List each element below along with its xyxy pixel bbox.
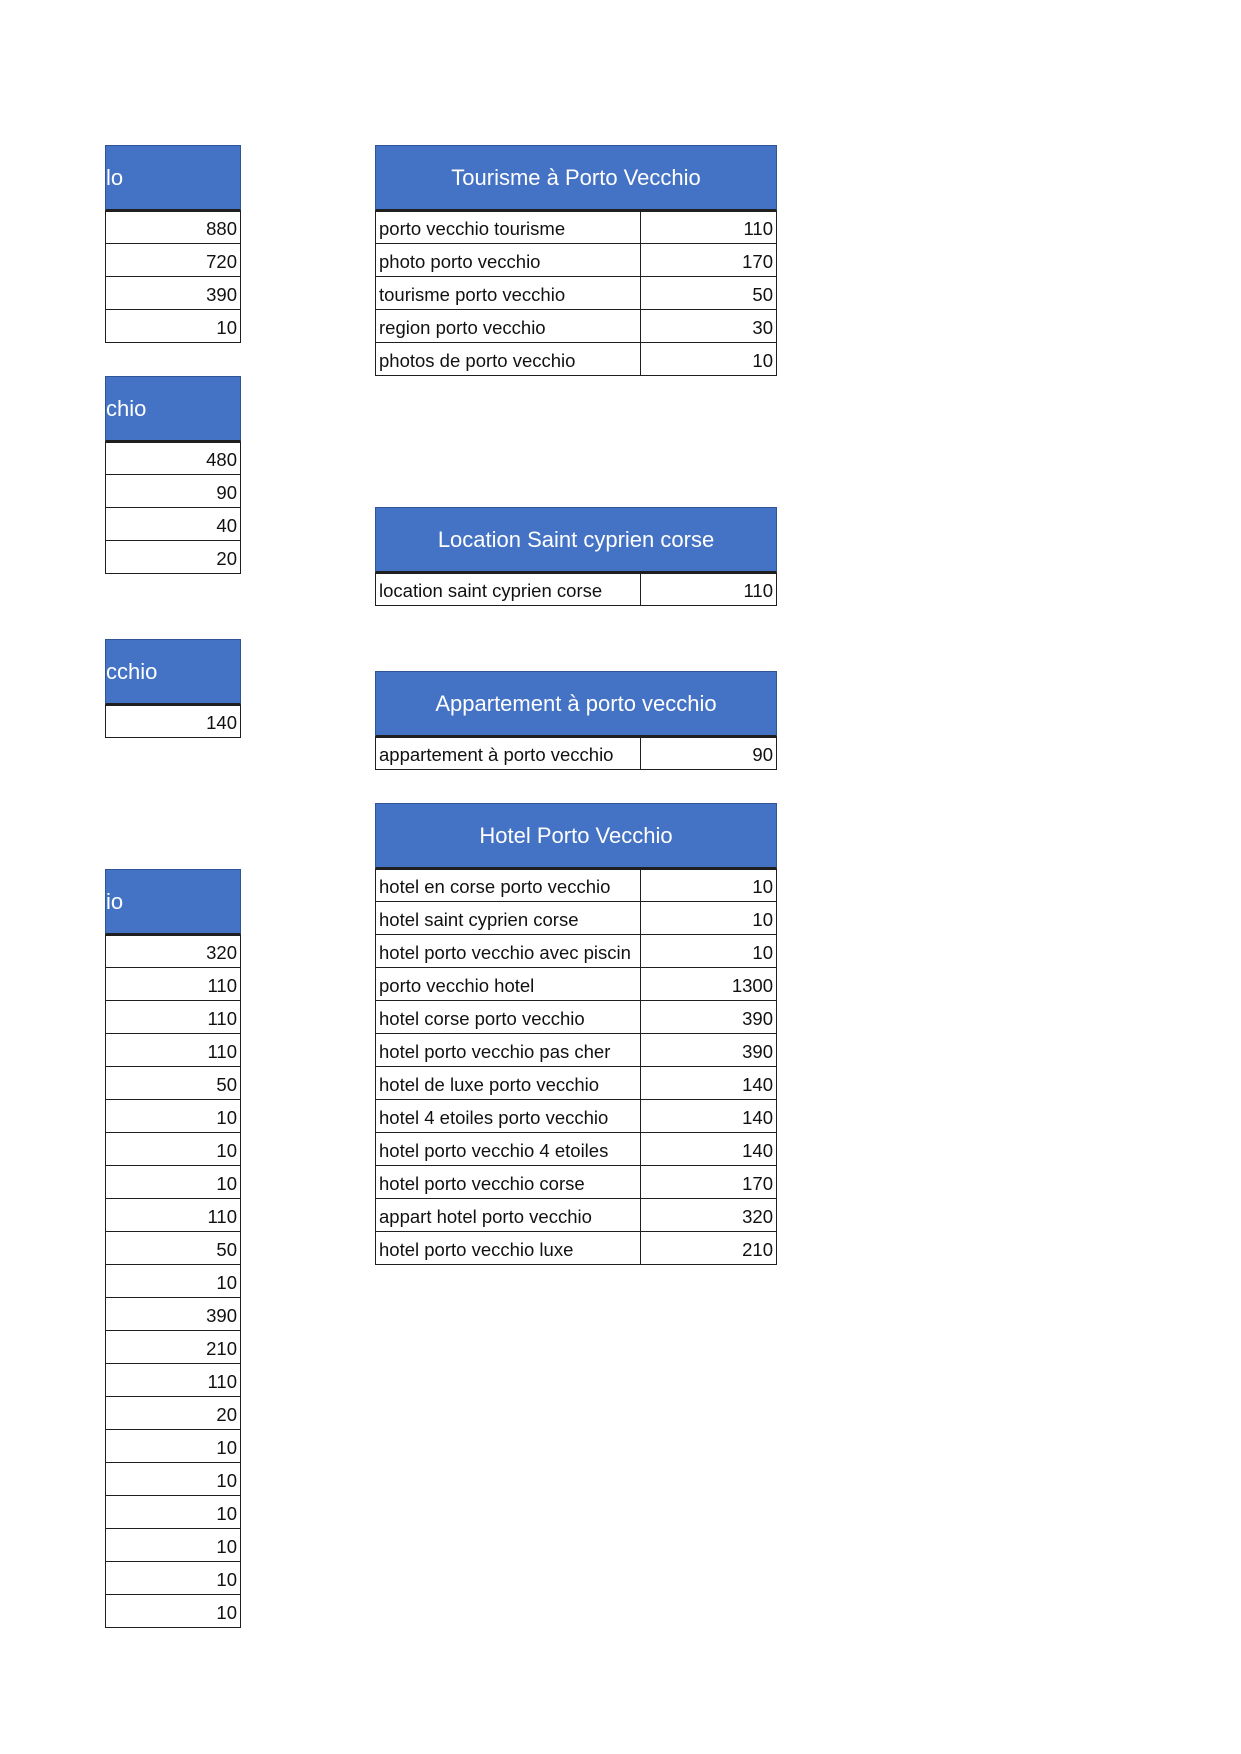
- table-row: [105, 1496, 241, 1529]
- volume-cell: 320: [105, 935, 241, 968]
- keyword-cell: hotel porto vecchio luxe: [375, 1232, 641, 1265]
- volume-cell: 20: [105, 541, 241, 574]
- volume-cell: 140: [641, 1133, 777, 1166]
- volume-cell: 110: [105, 1199, 241, 1232]
- table-row: [105, 1364, 241, 1397]
- volume-cell: 40: [105, 508, 241, 541]
- volume-cell: 110: [641, 573, 777, 606]
- table-row: [105, 1166, 241, 1199]
- keyword-cell: hotel en corse porto vecchio: [375, 869, 641, 902]
- table-row: [105, 1397, 241, 1430]
- volume-cell: 10: [105, 1265, 241, 1298]
- keyword-cell: photo porto vecchio: [375, 244, 641, 277]
- table-row: [105, 1100, 241, 1133]
- table-row: [375, 310, 777, 343]
- keyword-cell: tourisme porto vecchio: [375, 277, 641, 310]
- table-row: [105, 968, 241, 1001]
- keyword-cell: hotel de luxe porto vecchio: [375, 1067, 641, 1100]
- table-row: [105, 705, 241, 738]
- hotel-table: [375, 803, 777, 1265]
- table-row: [105, 1133, 241, 1166]
- volume-cell: 110: [105, 1001, 241, 1034]
- table-row: [375, 343, 777, 376]
- table-row: [105, 1463, 241, 1496]
- volume-cell: 110: [105, 968, 241, 1001]
- table-row: [105, 1034, 241, 1067]
- table-row: [105, 1298, 241, 1331]
- volume-cell: 30: [641, 310, 777, 343]
- volume-cell: 140: [641, 1100, 777, 1133]
- left-table-1: [105, 145, 241, 343]
- table-title: Location Saint cyprien corse: [437, 526, 715, 552]
- table-header: [105, 869, 241, 935]
- volume-cell: 320: [641, 1199, 777, 1232]
- volume-cell: 90: [105, 475, 241, 508]
- volume-cell: 720: [105, 244, 241, 277]
- volume-cell: 10: [105, 1562, 241, 1595]
- volume-cell: 170: [641, 1166, 777, 1199]
- volume-cell: 880: [105, 211, 241, 244]
- keyword-cell: hotel porto vecchio avec piscin: [375, 935, 641, 968]
- volume-cell: 10: [105, 1166, 241, 1199]
- volume-cell: 10: [105, 1463, 241, 1496]
- volume-cell: 140: [641, 1067, 777, 1100]
- table-row: [375, 869, 777, 902]
- table-title: lo: [106, 164, 124, 190]
- table-title: chio: [106, 395, 147, 421]
- volume-cell: 10: [641, 343, 777, 376]
- keyword-cell: region porto vecchio: [375, 310, 641, 343]
- table-header: [375, 803, 777, 869]
- table-row: [375, 573, 777, 606]
- volume-cell: 10: [105, 1595, 241, 1628]
- left-table-2: [105, 376, 241, 574]
- keyword-cell: hotel corse porto vecchio: [375, 1001, 641, 1034]
- table-row: [375, 737, 777, 770]
- table-row: [375, 1133, 777, 1166]
- keyword-cell: location saint cyprien corse: [375, 573, 641, 606]
- table-row: [375, 902, 777, 935]
- volume-cell: 20: [105, 1397, 241, 1430]
- table-header: [375, 507, 777, 573]
- table-row: [105, 475, 241, 508]
- volume-cell: 140: [105, 705, 241, 738]
- table-title: Hotel Porto Vecchio: [479, 822, 673, 848]
- volume-cell: 10: [105, 1133, 241, 1166]
- volume-cell: 1300: [641, 968, 777, 1001]
- left-table-4: [105, 869, 241, 1628]
- volume-cell: 390: [105, 277, 241, 310]
- table-row: [105, 1067, 241, 1100]
- table-row: [105, 1430, 241, 1463]
- table-header: [375, 145, 777, 211]
- location-table: [375, 507, 777, 606]
- keyword-cell: appart hotel porto vecchio: [375, 1199, 641, 1232]
- table-row: [375, 935, 777, 968]
- volume-cell: 10: [641, 935, 777, 968]
- table-row: [375, 277, 777, 310]
- volume-cell: 10: [641, 869, 777, 902]
- volume-cell: 10: [105, 1100, 241, 1133]
- volume-cell: 90: [641, 737, 777, 770]
- volume-cell: 10: [105, 1430, 241, 1463]
- table-row: [105, 541, 241, 574]
- table-row: [375, 1166, 777, 1199]
- table-row: [375, 1100, 777, 1133]
- table-row: [105, 310, 241, 343]
- volume-cell: 110: [641, 211, 777, 244]
- volume-cell: 10: [105, 1496, 241, 1529]
- table-row: [105, 1199, 241, 1232]
- table-row: [105, 1595, 241, 1628]
- volume-cell: 50: [641, 277, 777, 310]
- volume-cell: 50: [105, 1067, 241, 1100]
- table-row: [375, 1067, 777, 1100]
- table-row: [105, 1265, 241, 1298]
- keyword-cell: porto vecchio tourisme: [375, 211, 641, 244]
- table-row: [105, 244, 241, 277]
- table-row: [105, 1562, 241, 1595]
- table-row: [105, 442, 241, 475]
- volume-cell: 390: [641, 1034, 777, 1067]
- table-header: [375, 671, 777, 737]
- table-row: [105, 211, 241, 244]
- volume-cell: 480: [105, 442, 241, 475]
- volume-cell: 10: [641, 902, 777, 935]
- table-row: [375, 1034, 777, 1067]
- table-row: [375, 1199, 777, 1232]
- table-row: [375, 211, 777, 244]
- keyword-cell: hotel porto vecchio pas cher: [375, 1034, 641, 1067]
- table-header: [105, 376, 241, 442]
- table-row: [375, 1232, 777, 1265]
- volume-cell: 50: [105, 1232, 241, 1265]
- table-row: [375, 1001, 777, 1034]
- volume-cell: 10: [105, 310, 241, 343]
- table-title: cchio: [106, 658, 158, 684]
- table-header: [105, 145, 241, 211]
- volume-cell: 390: [105, 1298, 241, 1331]
- table-row: [105, 1331, 241, 1364]
- table-row: [105, 935, 241, 968]
- table-title: Appartement à porto vecchio: [435, 690, 717, 716]
- volume-cell: 210: [105, 1331, 241, 1364]
- volume-cell: 170: [641, 244, 777, 277]
- table-row: [105, 277, 241, 310]
- table-title: io: [106, 888, 124, 914]
- table-row: [375, 244, 777, 277]
- volume-cell: 10: [105, 1529, 241, 1562]
- keyword-cell: photos de porto vecchio: [375, 343, 641, 376]
- keyword-cell: appartement à porto vecchio: [375, 737, 641, 770]
- left-table-3: [105, 639, 241, 738]
- table-header: [105, 639, 241, 705]
- table-row: [375, 968, 777, 1001]
- keyword-cell: hotel porto vecchio corse: [375, 1166, 641, 1199]
- table-row: [105, 1529, 241, 1562]
- keyword-cell: hotel 4 etoiles porto vecchio: [375, 1100, 641, 1133]
- keyword-cell: hotel porto vecchio 4 etoiles: [375, 1133, 641, 1166]
- keyword-cell: porto vecchio hotel: [375, 968, 641, 1001]
- appartement-table: [375, 671, 777, 770]
- volume-cell: 210: [641, 1232, 777, 1265]
- volume-cell: 390: [641, 1001, 777, 1034]
- volume-cell: 110: [105, 1034, 241, 1067]
- table-row: [105, 1232, 241, 1265]
- table-row: [105, 1001, 241, 1034]
- keyword-cell: hotel saint cyprien corse: [375, 902, 641, 935]
- table-title: Tourisme à Porto Vecchio: [451, 164, 701, 190]
- table-row: [105, 508, 241, 541]
- tourisme-table: [375, 145, 777, 376]
- volume-cell: 110: [105, 1364, 241, 1397]
